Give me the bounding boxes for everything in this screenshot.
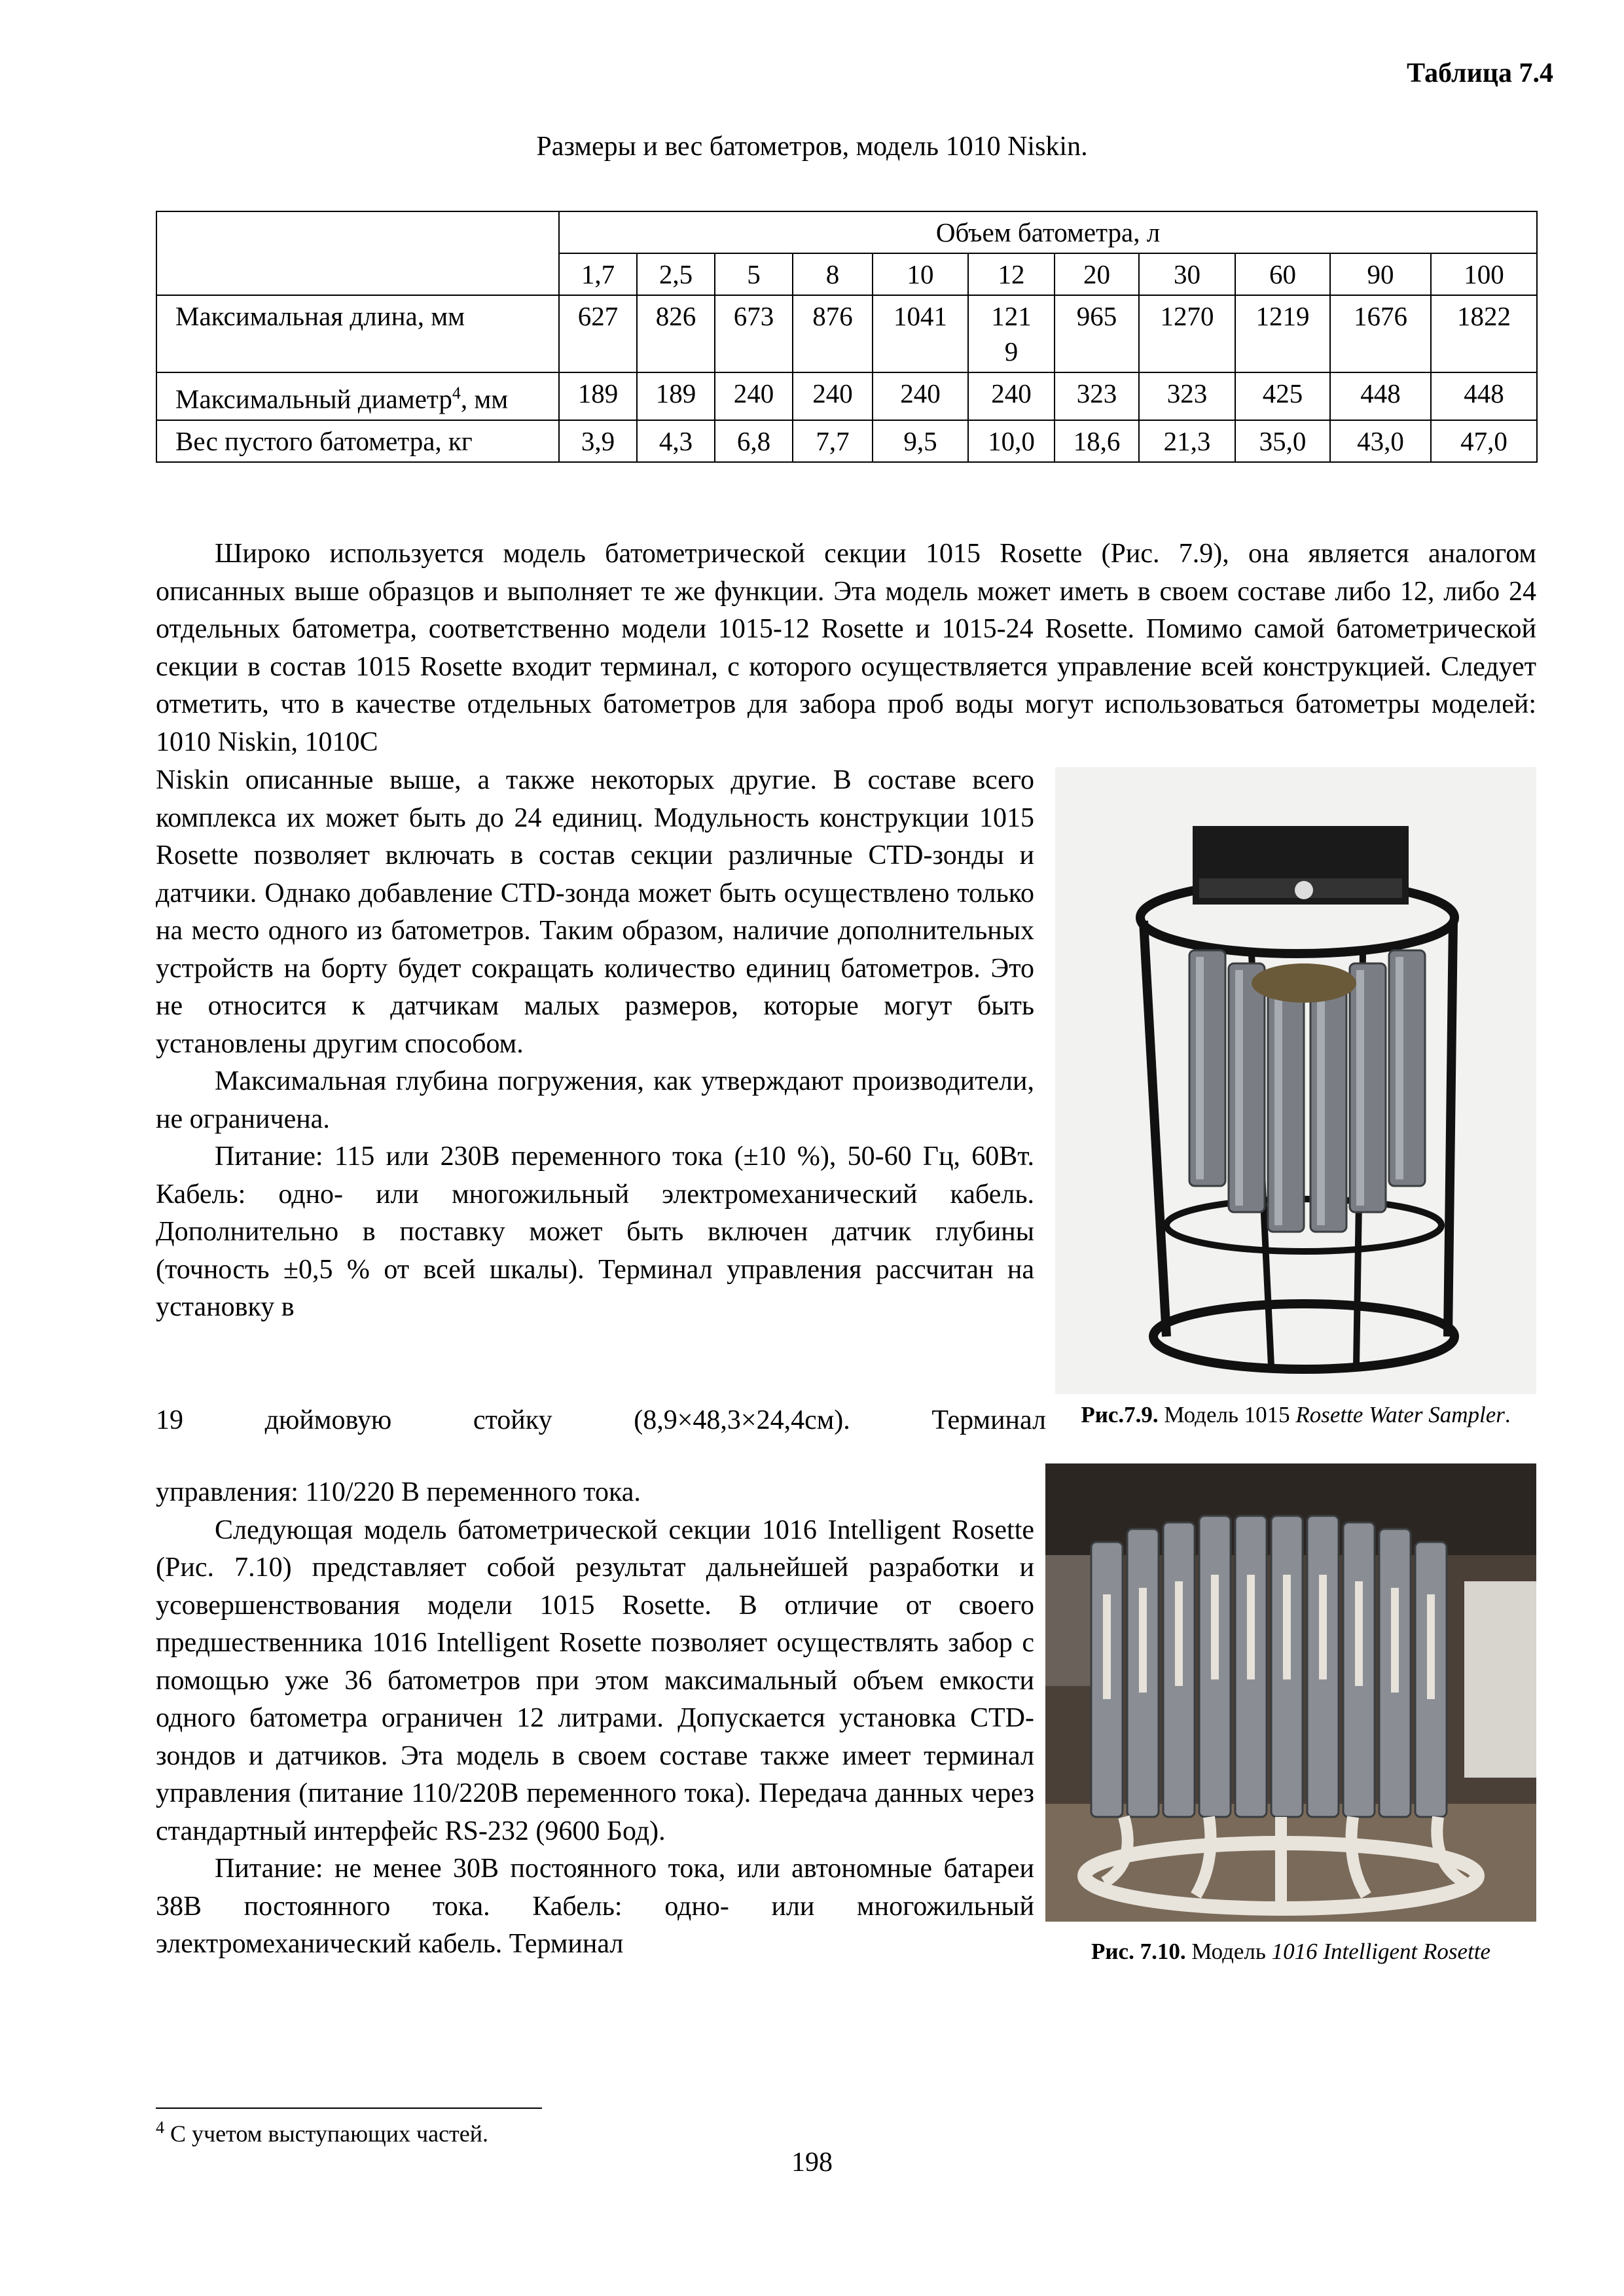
volume-cell: 90: [1330, 253, 1431, 295]
figure-caption-end: .: [1504, 1402, 1511, 1427]
row-label: Максимальная длина, мм: [156, 295, 559, 372]
volume-cell: 100: [1431, 253, 1537, 295]
value-cell: 323: [1139, 372, 1235, 420]
volume-cell: 60: [1235, 253, 1330, 295]
value-cell: 121 9: [968, 295, 1055, 372]
value-cell: 425: [1235, 372, 1330, 420]
value-cell: 240: [968, 372, 1055, 420]
paragraph-continuation: Niskin описанные выше, а также некоторых другие. В составе всего комплекса их может быть до 24 единиц. Модульность конструкции 1015 Rosette позволяет включать в состав секции различные CTD-зонды и датчики. Однако добавление CTD-зонда может быть осуществлено только на место одного из батометров. Таким образом, наличие дополнительных устройств на борту будет сокращать количество единиц батометров. Это не относится к датчикам малых размеров, которые могут быть установлены другим способом.: [156, 765, 1034, 1059]
figure-label: Рис.7.9.: [1081, 1402, 1159, 1427]
footnote-mark: 4: [156, 2118, 164, 2137]
value-cell: 240: [793, 372, 873, 420]
value-cell: 4,3: [637, 420, 715, 462]
value-cell: 1219: [1235, 295, 1330, 372]
figure-label: Рис. 7.10.: [1091, 1939, 1186, 1964]
value-cell: 43,0: [1330, 420, 1431, 462]
volume-cell: 10: [873, 253, 968, 295]
value-cell: 876: [793, 295, 873, 372]
figure-7-10-caption: [1045, 1937, 1536, 1966]
value-cell: 965: [1055, 295, 1139, 372]
volume-cell: 20: [1055, 253, 1139, 295]
value-cell: 6,8: [715, 420, 793, 462]
value-cell: 21,3: [1139, 420, 1235, 462]
value-cell: 7,7: [793, 420, 873, 462]
value-cell: 1041: [873, 295, 968, 372]
value-cell: 9,5: [873, 420, 968, 462]
value-cell: 3,9: [559, 420, 637, 462]
table-caption: Размеры и вес батометров, модель 1010 Niskin.: [536, 132, 1088, 162]
value-cell: 1676: [1330, 295, 1431, 372]
value-cell: 189: [559, 372, 637, 420]
table-row: [156, 372, 1537, 420]
table-corner-cell: [156, 211, 559, 295]
rack-line: 19 дюймовую стойку (8,9×48,3×24,4см). Терминал: [156, 1405, 1046, 1435]
footnote-text: С учетом выступающих частей.: [170, 2121, 489, 2147]
row-label: [156, 372, 559, 420]
value-cell: 240: [873, 372, 968, 420]
table-row: [156, 420, 1537, 462]
value-cell: 826: [637, 295, 715, 372]
paragraph-power-1016: Питание: не менее 30В постоянного тока, или автономные батареи 38В постоянного тока. Кабель: одно- или многожильный электромеханический кабель. Терминал: [156, 1854, 1034, 1959]
paragraph-1016-rosette: Следующая модель батометрической секции 1016 Intelligent Rosette (Рис. 7.10) представляет собой результат дальнейшей разработки и усовершенствования модели 1015 Rosette. В отличие от своего предшественника 1016 Intelligent Rosette позволяет осуществлять забор с помощью уже 36 батометров при этом максимальный объем емкости одного батометра ограничен 12 литрами. Допускается установка CTD-зондов и датчиков. Эта модель в своем составе также имеет терминал управления (питание 110/220В переменного тока). Передача данных через стандартный интерфейс RS-232 (9600 Бод).: [156, 1515, 1034, 1846]
left-column-text: [156, 762, 1034, 1327]
value-cell: 10,0: [968, 420, 1055, 462]
paragraph-depth: Максимальная глубина погружения, как утверждают производители, не ограничена.: [156, 1066, 1034, 1134]
table-row: [156, 295, 1537, 372]
value-cell: 448: [1330, 372, 1431, 420]
value-cell: 673: [715, 295, 793, 372]
value-cell: 35,0: [1235, 420, 1330, 462]
left-column-text-lower: [156, 1474, 1034, 1964]
value-cell: 1822: [1431, 295, 1537, 372]
footnote-ref: 4: [452, 384, 461, 403]
figure-caption-text: Модель 1015: [1164, 1402, 1290, 1427]
value-cell: 1270: [1139, 295, 1235, 372]
volume-cell: 30: [1139, 253, 1235, 295]
volume-cell: 5: [715, 253, 793, 295]
paragraph-terminal-power: управления: 110/220 В переменного тока.: [156, 1477, 641, 1507]
figure-1016-rosette-photo: [1045, 1463, 1536, 1922]
paragraph-1015-rosette: Широко используется модель батометрической секции 1015 Rosette (Рис. 7.9), она является аналогом описанных выше образцов и выполняет те же функции. Эта модель может иметь в своем составе либо 12, либо 24 отдельных батометра, соответственно модели 1015-12 Rosette и 1015-24 Rosette. Помимо самой батометрической секции в состав 1015 Rosette входит терминал, с которого осуществляется управление всей конструкцией. Следует отметить, что в качестве отдельных батометров для забора проб воды могут использоваться батометры моделей: 1010 Niskin, 1010C: [156, 539, 1536, 757]
footnote-separator: [156, 2108, 542, 2109]
paragraph-power: Питание: 115 или 230В переменного тока (±10 %), 50-60 Гц, 60Вт. Кабель: одно- или многожильный электромеханический кабель. Дополнительно в поставку может быть включен датчик глубины (точность ±0,5 % от всей шкалы). Терминал управления рассчитан на установку в: [156, 1141, 1034, 1322]
volume-group-header: Объем батометра, л: [559, 211, 1537, 253]
row-label-text: Максимальный диаметр: [175, 384, 452, 414]
dimensions-table: [156, 211, 1538, 463]
intelligent-rosette-illustration: [1045, 1463, 1536, 1922]
value-cell: 18,6: [1055, 420, 1139, 462]
volume-cell: 1,7: [559, 253, 637, 295]
rosette-sampler-illustration: [1055, 767, 1536, 1394]
page-number: 198: [791, 2147, 833, 2178]
value-cell: 323: [1055, 372, 1139, 420]
value-cell: 240: [715, 372, 793, 420]
volume-cell: 2,5: [637, 253, 715, 295]
footnote: [156, 2118, 488, 2147]
volume-cell: 8: [793, 253, 873, 295]
row-label-tail: , мм: [460, 384, 509, 414]
figure-caption-italic: Rosette Water Sampler: [1295, 1402, 1505, 1427]
table-number: Таблица 7.4: [1407, 58, 1553, 88]
figure-caption-text: Модель: [1191, 1939, 1266, 1964]
figure-1015-rosette-photo: [1055, 767, 1536, 1394]
value-cell: 448: [1431, 372, 1537, 420]
value-cell: 189: [637, 372, 715, 420]
figure-caption-italic: 1016 Intelligent Rosette: [1271, 1939, 1490, 1964]
value-cell: 627: [559, 295, 637, 372]
value-cell: 47,0: [1431, 420, 1537, 462]
figure-7-9-caption: [1055, 1401, 1536, 1429]
row-label: Вес пустого батометра, кг: [156, 420, 559, 462]
volume-cell: 12: [968, 253, 1055, 295]
